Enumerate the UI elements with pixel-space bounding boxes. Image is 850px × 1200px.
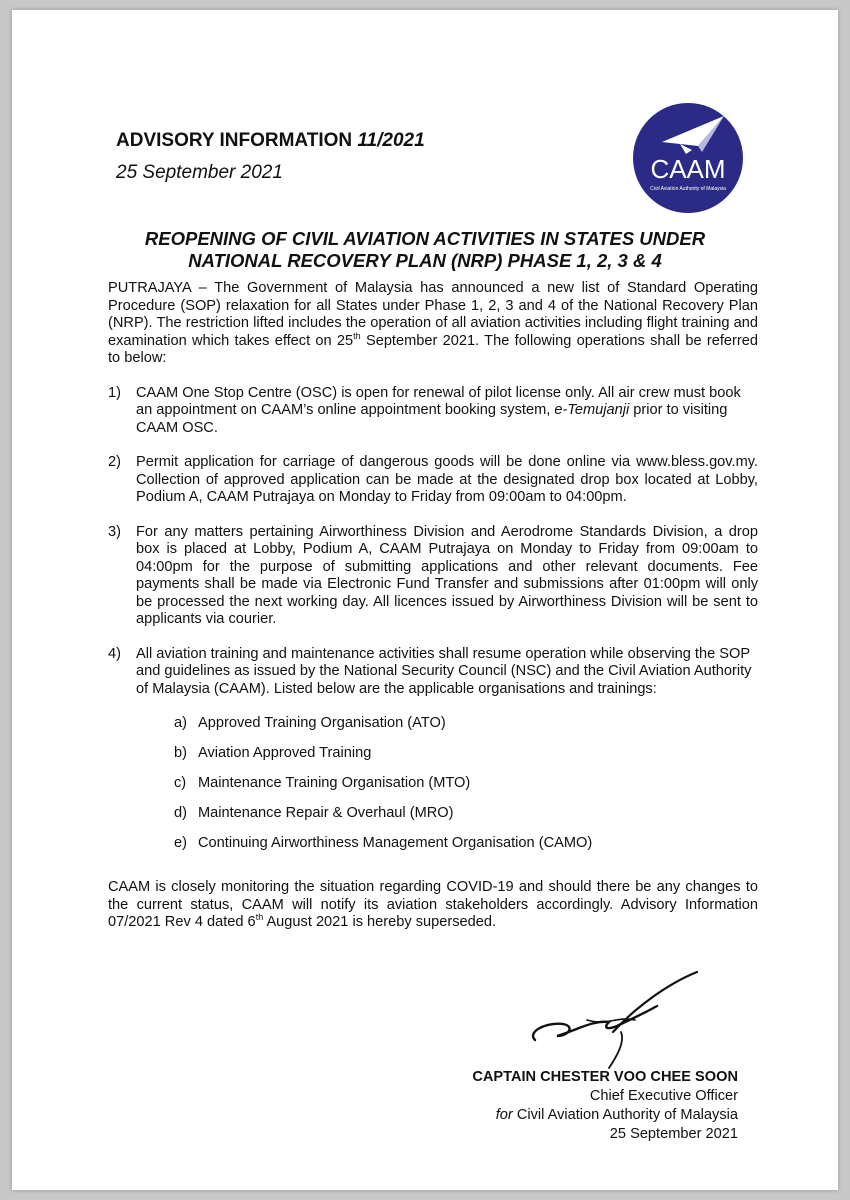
list-item-4: 4) All aviation training and maintenance activities shall resume operation while observing the SOP and guidelines as issued by the National Security Council (NSC) and the Civil Aviation Authority of Malaysia (CAAM). Listed below are the applicable organisations and trainings:: [108, 645, 752, 697]
closing-paragraph: CAAM is closely monitoring the situation regarding COVID-19 and should there be any changes to the current status, CAAM will notify its aviation stakeholders accordingly. Advisory Information 07/2021 Rev 4 dated 6th August 2021 is hereby superseded.: [108, 879, 758, 930]
signatory-date: 25 September 2021: [609, 1126, 738, 1142]
signatory-name: CAPTAIN CHESTER VOO CHEE SOON: [472, 1069, 738, 1085]
list-item-1: 1) CAAM One Stop Centre (OSC) is open for renewal of pilot license only. All air crew must book an appointment on CAAM’s online appointment booking system, e-Temujanji prior to visiting CAAM OSC.: [108, 384, 741, 436]
logo-subtext: Civil Aviation Authority of Malaysia: [650, 186, 726, 192]
sub-item-c: c) Maintenance Training Organisation (MTO): [174, 775, 471, 791]
sub-item-e: e) Continuing Airworthiness Management Organisation (CAMO): [174, 835, 593, 851]
document-title: REOPENING OF CIVIL AVIATION ACTIVITIES IN STATES UNDER NATIONAL RECOVERY PLAN (NRP) PHASE 1, 2, 3 & 4: [144, 228, 706, 271]
document-page: [12, 10, 838, 1190]
document-body: [108, 280, 758, 932]
signature-mark: [517, 970, 717, 1070]
signatory-org: for Civil Aviation Authority of Malaysia: [495, 1107, 738, 1123]
signatory-position: Chief Executive Officer: [589, 1088, 738, 1104]
logo-text: CAAM: [650, 154, 726, 184]
intro-paragraph: PUTRAJAYA – The Government of Malaysia has announced a new list of Standard Operating Procedure (SOP) relaxation for all States under Phase 1, 2, 3 and 4 of the National Recovery Plan (NRP). The restriction lifted includes the operation of all aviation activities including flight training and examination which takes effect on 25th September 2021. The following operations shall be referred to below:: [108, 280, 758, 366]
advisory-header: [116, 130, 425, 184]
list-item-3: 3) For any matters pertaining Airworthiness Division and Aerodrome Standards Division, a drop box is placed at Lobby, Podium A, CAAM Putrajaya on Monday to Friday from 09:00am to 04:00pm for the purpose of submitting applications and other relevant documents. Fee payments shall be made via Electronic Fund Transfer and submissions after 01:00pm will only be processed the next working day. All licences issued by Airworthiness Division will be sent to applicants via courier.: [108, 523, 758, 627]
signatory-block: [472, 1068, 738, 1144]
sub-item-a: a) Approved Training Organisation (ATO): [174, 715, 446, 731]
sub-item-b: b) Aviation Approved Training: [174, 745, 372, 761]
advisory-date: 25 September 2021: [116, 162, 283, 183]
sub-list: [174, 715, 758, 865]
advisory-title: ADVISORY INFORMATION 11/2021: [116, 130, 425, 151]
list-item-2: 2) Permit application for carriage of dangerous goods will be done online via www.bless.gov.my. Collection of approved application can be made at the designated drop box located at Lobby, Podium A, CAAM Putrajaya on Monday to Friday from 09:00am to 04:00pm.: [108, 454, 758, 505]
caam-logo: [632, 102, 744, 214]
sub-item-d: d) Maintenance Repair & Overhaul (MRO): [174, 805, 454, 821]
advisory-number: 11/2021: [357, 130, 425, 151]
